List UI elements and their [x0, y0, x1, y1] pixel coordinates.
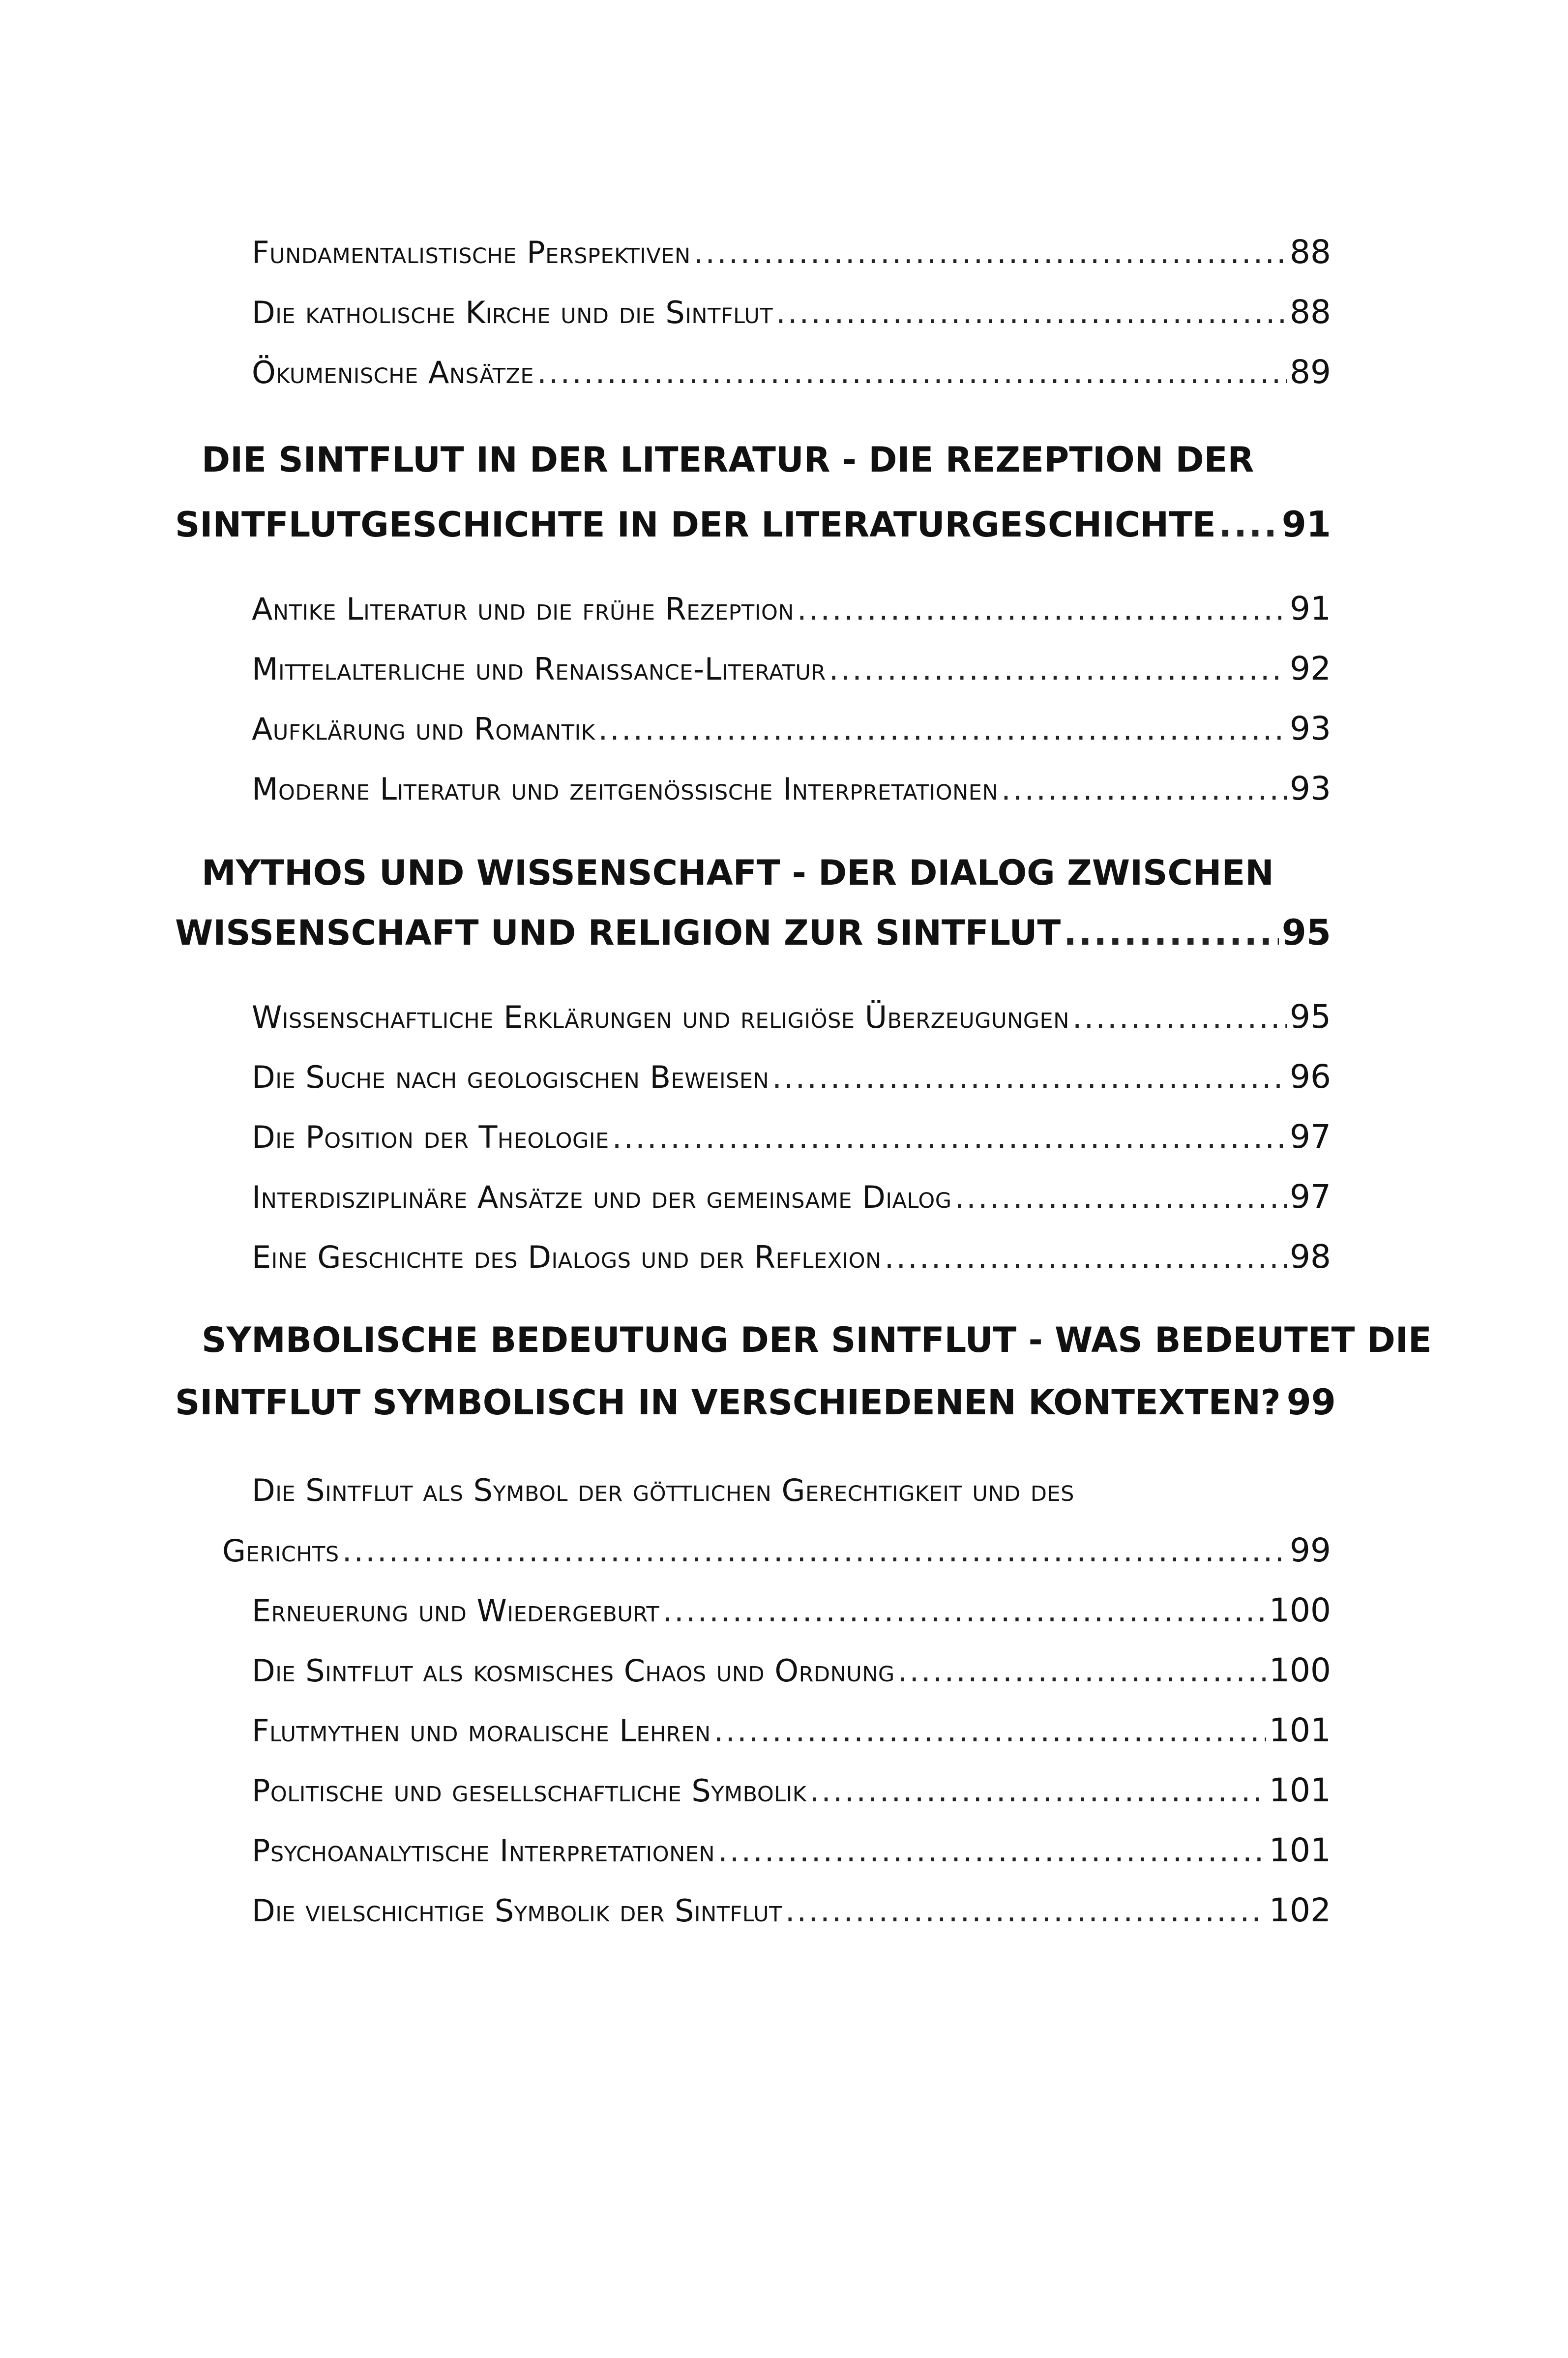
toc-entry: [252, 1178, 1331, 1216]
toc-entry-page: 98: [1290, 1238, 1331, 1276]
toc-entry-page: 93: [1290, 770, 1331, 807]
toc-entry: [252, 1711, 1331, 1749]
toc-entry-title: Die Position der Theologie: [252, 1119, 609, 1155]
leader-dots: [829, 654, 1287, 685]
toc-entry: [252, 1058, 1331, 1096]
chapter-heading-page: 99: [1286, 1381, 1336, 1423]
toc-entry: [252, 353, 1331, 391]
toc-entry-title: Psychoanalytische Interpretationen: [252, 1833, 715, 1869]
chapter-heading-title: WISSENSCHAFT UND RELIGION ZUR SINTFLUT: [175, 913, 1061, 953]
toc-entry-page: 101: [1269, 1711, 1331, 1749]
chapter-heading-page: 91: [1281, 504, 1331, 545]
toc-entry-page: 100: [1269, 1591, 1331, 1629]
leader-dots: [718, 1836, 1266, 1866]
leader-dots: [694, 238, 1287, 268]
chapter-heading: [175, 912, 1331, 953]
leader-dots: [785, 1896, 1266, 1926]
toc-entry: [252, 1651, 1331, 1689]
toc-entry-title: Wissenschaftliche Erklärungen und religiöse Überzeugungen: [252, 999, 1069, 1035]
toc-entry-page: 91: [1290, 590, 1331, 627]
chapter-heading-page: 95: [1281, 912, 1331, 953]
leader-dots: [1072, 1002, 1287, 1033]
leader-dots: [1001, 774, 1287, 805]
toc-entry-page: 99: [1290, 1531, 1331, 1569]
toc-entry: [252, 1771, 1331, 1809]
leader-dots: [797, 594, 1287, 625]
toc-entry-page: 88: [1290, 233, 1331, 271]
toc-entry-page: 102: [1269, 1891, 1331, 1929]
toc-entry: [252, 1591, 1331, 1629]
leader-dots: [810, 1776, 1267, 1806]
leader-dots: [776, 298, 1287, 328]
chapter-heading: [175, 1381, 1336, 1423]
toc-entry: [252, 590, 1331, 627]
toc-entry: [252, 1118, 1331, 1156]
leader-dots: [1064, 916, 1279, 950]
chapter-heading-title: SINTFLUTGESCHICHTE IN DER LITERATURGESCHICHTE: [175, 505, 1216, 545]
toc-entry: [252, 998, 1331, 1036]
toc-entry-title: Erneuerung und Wiedergeburt: [252, 1593, 660, 1629]
toc-entry: [252, 293, 1331, 331]
toc-entry-title: Eine Geschichte des Dialogs und der Reflexion: [252, 1239, 882, 1275]
toc-entry-title: Ökumenische Ansätze: [252, 355, 534, 390]
toc-entry: [252, 650, 1331, 687]
toc-entry-line: Die Sintflut als Symbol der göttlichen Gerechtigkeit und des: [252, 1472, 1074, 1508]
toc-entry-page: 92: [1290, 650, 1331, 687]
toc-entry-title: Moderne Literatur und zeitgenössische Interpretationen: [252, 771, 999, 807]
toc-entry-page: 89: [1290, 353, 1331, 391]
toc-entry: [252, 710, 1331, 747]
toc-entry: [252, 1891, 1331, 1929]
leader-dots: [1219, 507, 1279, 542]
leader-dots: [898, 1656, 1266, 1686]
toc-entry-title: Die Sintflut als kosmisches Chaos und Ordnung: [252, 1653, 895, 1689]
toc-entry-page: 101: [1269, 1831, 1331, 1869]
chapter-heading: [175, 504, 1331, 545]
toc-entry-page: 100: [1269, 1651, 1331, 1689]
leader-dots: [885, 1242, 1287, 1273]
toc-entry-title: Politische und gesellschaftliche Symbolik: [252, 1773, 807, 1809]
leader-dots: [662, 1596, 1266, 1626]
toc-entry-title: Mittelalterliche und Renaissance-Literatur: [252, 651, 826, 687]
leader-dots: [598, 714, 1287, 745]
leader-dots: [612, 1122, 1287, 1153]
toc-entry-title: Gerichts: [222, 1533, 339, 1569]
toc-entry-page: 97: [1290, 1118, 1331, 1156]
toc-entry-page: 101: [1269, 1771, 1331, 1809]
leader-dots: [342, 1536, 1287, 1566]
toc-entry-page: 95: [1290, 998, 1331, 1036]
toc-entry-title: Die katholische Kirche und die Sintflut: [252, 295, 773, 330]
toc-entry: [252, 1831, 1331, 1869]
toc-entry: [252, 233, 1331, 271]
toc-entry: [252, 770, 1331, 807]
toc-entry-page: 88: [1290, 293, 1331, 331]
toc-entry: [222, 1531, 1331, 1569]
chapter-heading-line: SYMBOLISCHE BEDEUTUNG DER SINTFLUT - WAS BEDEUTET DIE: [202, 1320, 1432, 1360]
toc-entry-title: Flutmythen und moralische Lehren: [252, 1713, 711, 1749]
chapter-heading-line: MYTHOS UND WISSENSCHAFT - DER DIALOG ZWISCHEN: [202, 853, 1274, 893]
toc-entry-title: Interdisziplinäre Ansätze und der gemeinsame Dialog: [252, 1179, 952, 1215]
toc-entry: [252, 1238, 1331, 1276]
toc-entry-title: Die vielschichtige Symbolik der Sintflut: [252, 1893, 782, 1929]
leader-dots: [772, 1062, 1287, 1093]
leader-dots: [537, 358, 1287, 388]
chapter-heading-title: SINTFLUT SYMBOLISCH IN VERSCHIEDENEN KONTEXTEN?: [175, 1382, 1281, 1423]
leader-dots: [714, 1716, 1266, 1746]
toc-entry-title: Antike Literatur und die frühe Rezeption: [252, 591, 794, 627]
chapter-heading-line: DIE SINTFLUT IN DER LITERATUR - DIE REZEPTION DER: [202, 440, 1254, 480]
toc-entry-title: Fundamentalistische Perspektiven: [252, 235, 691, 270]
toc-entry-title: Aufklärung und Romantik: [252, 711, 595, 747]
leader-dots: [955, 1182, 1287, 1213]
toc-entry-page: 93: [1290, 710, 1331, 747]
toc-entry-page: 96: [1290, 1058, 1331, 1096]
toc-entry-page: 97: [1290, 1178, 1331, 1216]
toc-entry-title: Die Suche nach geologischen Beweisen: [252, 1059, 769, 1095]
